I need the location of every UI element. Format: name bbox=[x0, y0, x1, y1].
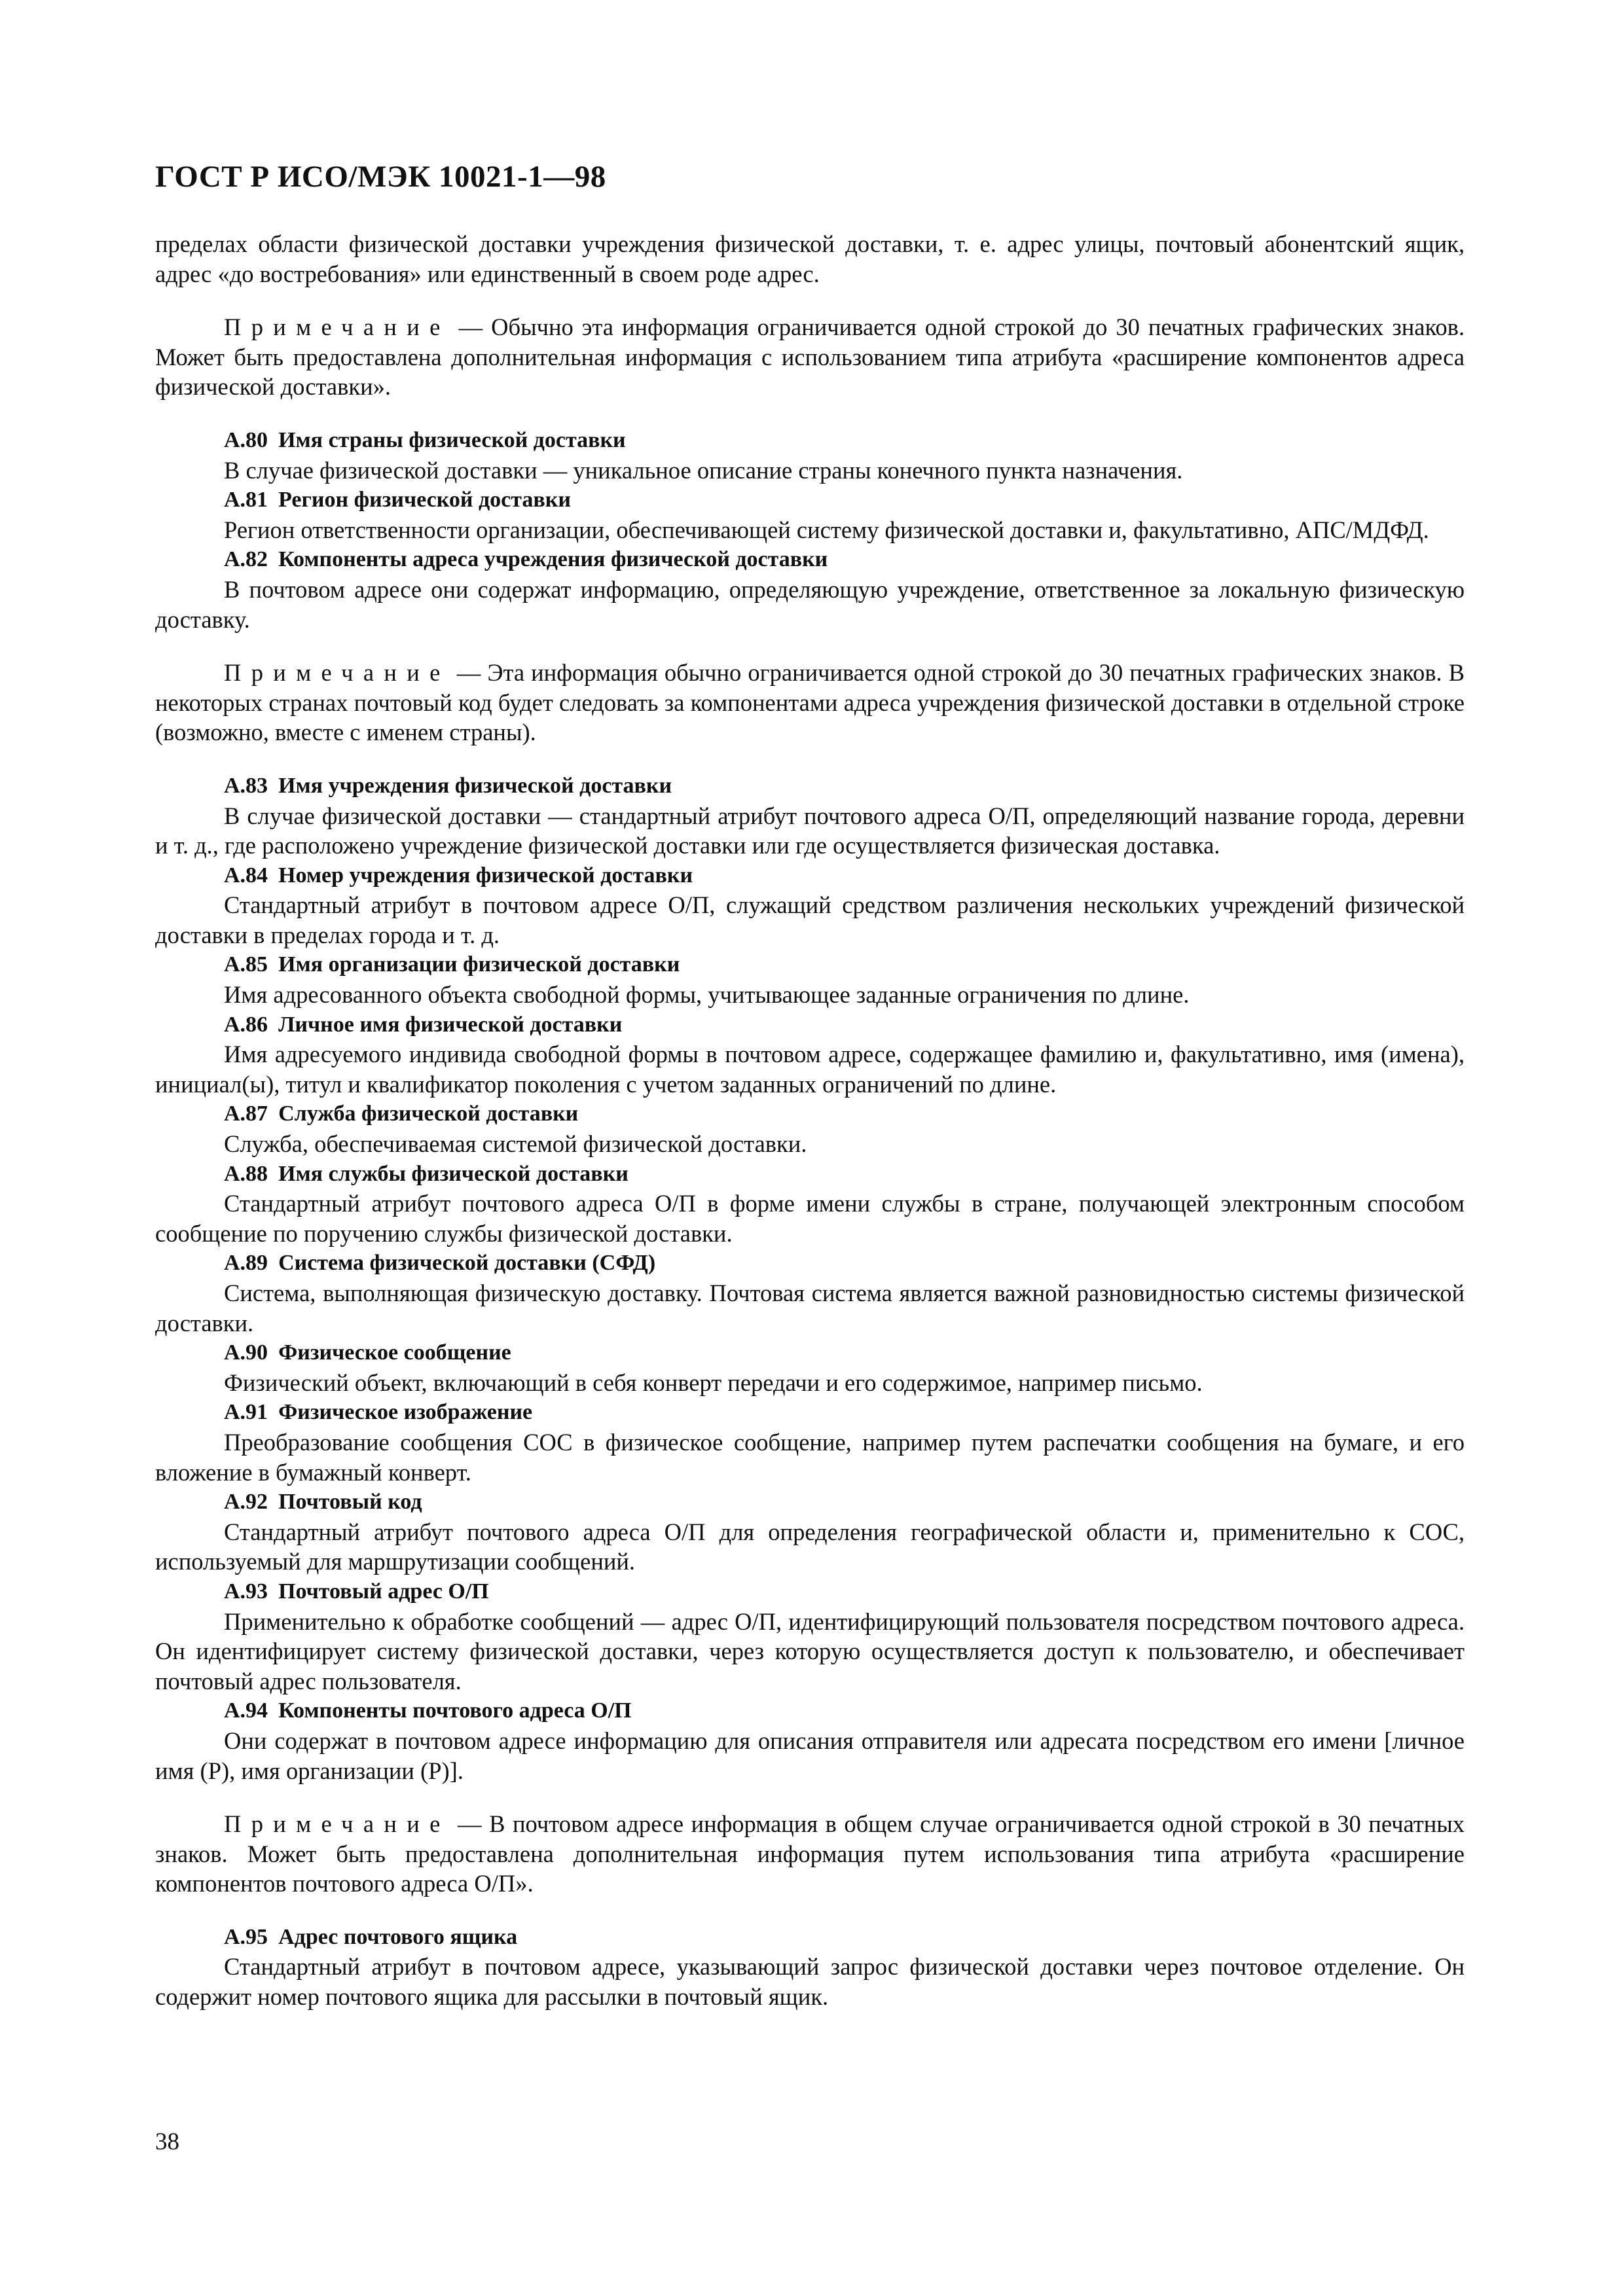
term-number: А.85 bbox=[224, 952, 268, 977]
note-3 bbox=[155, 1809, 1465, 1899]
term-definition-a81: Регион ответственности организации, обеспечивающей систему физической доставки и, факультативно, АПС/МДФД. bbox=[224, 516, 1429, 543]
term-heading-a92 bbox=[155, 1487, 1465, 1517]
term-title: Физическое изображение bbox=[278, 1400, 533, 1425]
term-definition-a92: Стандартный атрибут почтового адреса О/П для определения географической области и, применительно к СОС, используемый для маршрутизации сообщений. bbox=[155, 1518, 1465, 1575]
term-number: А.94 bbox=[224, 1698, 268, 1723]
term-title: Физическое сообщение bbox=[278, 1340, 511, 1365]
term-title: Компоненты адреса учреждения физической доставки bbox=[278, 547, 828, 572]
term-title: Адрес почтового ящика bbox=[278, 1924, 518, 1949]
term-title: Имя службы физической доставки bbox=[278, 1161, 629, 1186]
note-label: Примечание bbox=[224, 1810, 450, 1838]
term-definition-a90: Физический объект, включающий в себя конверт передачи и его содержимое, например письмо. bbox=[224, 1369, 1203, 1396]
term-title: Номер учреждения физической доставки bbox=[278, 863, 693, 888]
term-number: А.93 bbox=[224, 1579, 268, 1604]
term-heading-a94 bbox=[155, 1696, 1465, 1726]
term-heading-a87 bbox=[155, 1099, 1465, 1129]
term-heading-a86 bbox=[155, 1010, 1465, 1040]
note-dash: — bbox=[450, 314, 492, 341]
term-definition-a82: В почтовом адресе они содержат информацию, определяющую учреждение, ответственное за локальную физическую доставку. bbox=[155, 575, 1465, 633]
term-definition-a83: В случае физической доставки — стандартный атрибут почтового адреса О/П, определяющий название города, деревни и т. д., где расположено учреждение физической доставки или где осуществляется физическая доставка. bbox=[155, 802, 1465, 859]
term-definition-a87: Служба, обеспечиваемая системой физической доставки. bbox=[224, 1130, 807, 1158]
term-heading-a89 bbox=[155, 1248, 1465, 1278]
term-definition-a86: Имя адресуемого индивида свободной формы в почтовом адресе, содержащее фамилию и, факультативно, имя (имена), инициал(ы), титул и квалификатор поколения с учетом заданных ограничений по длине. bbox=[155, 1041, 1465, 1098]
term-title: Регион физической доставки bbox=[278, 488, 571, 512]
term-heading-a95 bbox=[155, 1922, 1465, 1952]
term-heading-a81 bbox=[155, 485, 1465, 515]
note-2-text: Эта информация обычно ограничивается одной строкой до 30 печатных графических знаков. В некоторых странах почтовый код будет следовать за компонентами адреса учреждения физической доставки в отдельной строке (возможно, вместе с именем страны). bbox=[155, 659, 1465, 746]
page-number: 38 bbox=[155, 2128, 179, 2155]
document-header: ГОСТ Р ИСО/МЭК 10021-1—98 bbox=[155, 160, 606, 194]
term-number: А.84 bbox=[224, 863, 268, 888]
note-3-text: В почтовом адресе информация в общем случае ограничивается одной строкой в 30 печатных знаков. Может быть предоставлена дополнительная информация путем использования типа атрибута «расширение компонентов почтового адреса О/П». bbox=[155, 1810, 1465, 1897]
term-number: А.81 bbox=[224, 488, 268, 512]
intro-paragraph: пределах области физической доставки учреждения физической доставки, т. е. адрес улицы, почтовый абонентский ящик, адрес «до востребования» или единственный в своем роде адрес. bbox=[155, 230, 1465, 287]
term-number: А.86 bbox=[224, 1012, 268, 1037]
term-definition-a85: Имя адресованного объекта свободной формы, учитывающее заданные ограничения по длине. bbox=[224, 981, 1190, 1009]
term-title: Компоненты почтового адреса О/П bbox=[278, 1698, 632, 1723]
document-page bbox=[155, 157, 1465, 2012]
term-definition-a89: Система, выполняющая физическую доставку. Почтовая система является важной разновидностью системы физической доставки. bbox=[155, 1280, 1465, 1336]
term-heading-a82 bbox=[155, 545, 1465, 575]
term-number: А.88 bbox=[224, 1161, 268, 1186]
term-title: Личное имя физической доставки bbox=[278, 1012, 623, 1037]
term-heading-a90 bbox=[155, 1338, 1465, 1368]
term-number: А.91 bbox=[224, 1400, 268, 1425]
term-heading-a93 bbox=[155, 1577, 1465, 1607]
term-title: Имя организации физической доставки bbox=[278, 952, 680, 977]
term-heading-a80 bbox=[155, 425, 1465, 456]
term-number: А.80 bbox=[224, 427, 268, 452]
term-title: Служба физической доставки bbox=[278, 1102, 579, 1126]
term-definition-a80: В случае физической доставки — уникальное описание страны конечного пункта назначения. bbox=[224, 456, 1183, 484]
note-label: Примечание bbox=[224, 659, 450, 687]
term-definition-a93: Применительно к обработке сообщений — адрес О/П, идентифицирующий пользователя посредством почтового адреса. Он идентифицирует систему физической доставки, через которую осуществляется доступ к пользователю, и обеспечивает почтовый адрес пользователя. bbox=[155, 1607, 1465, 1695]
term-definition-a88: Стандартный атрибут почтового адреса О/П в форме имени службы в стране, получающей электронным способом сообщение по поручению службы физической доставки. bbox=[155, 1190, 1465, 1247]
note-dash: — bbox=[450, 1810, 490, 1838]
term-number: А.95 bbox=[224, 1924, 268, 1949]
term-heading-a85 bbox=[155, 950, 1465, 980]
term-number: А.90 bbox=[224, 1340, 268, 1365]
term-number: А.87 bbox=[224, 1102, 268, 1126]
term-number: А.92 bbox=[224, 1490, 268, 1515]
term-definition-a95: Стандартный атрибут в почтовом адресе, указывающий запрос физической доставки через почтовое отделение. Он содержит номер почтового ящика для рассылки в почтовый ящик. bbox=[155, 1953, 1465, 2011]
term-heading-a83 bbox=[155, 771, 1465, 801]
term-title: Имя страны физической доставки bbox=[278, 427, 626, 452]
note-dash: — bbox=[450, 659, 488, 687]
note-1 bbox=[155, 312, 1465, 402]
term-title: Почтовый адрес О/П bbox=[278, 1579, 489, 1604]
term-title: Система физической доставки (СФД) bbox=[278, 1251, 656, 1276]
note-2 bbox=[155, 658, 1465, 747]
term-number: А.82 bbox=[224, 547, 268, 572]
term-definition-a94: Они содержат в почтовом адресе информацию для описания отправителя или адресата посредством его имени [личное имя (Р), имя организации (Р)]. bbox=[155, 1727, 1465, 1784]
term-heading-a84 bbox=[155, 861, 1465, 891]
term-number: А.89 bbox=[224, 1251, 268, 1276]
note-label: Примечание bbox=[224, 314, 450, 341]
term-definition-a84: Стандартный атрибут в почтовом адресе О/П, служащий средством различения нескольких учреждений физической доставки в пределах города и т. д. bbox=[155, 891, 1465, 948]
term-definition-a91: Преобразование сообщения СОС в физическое сообщение, например путем распечатки сообщения на бумаге, и его вложение в бумажный конверт. bbox=[155, 1428, 1465, 1486]
term-title: Имя учреждения физической доставки bbox=[278, 773, 672, 798]
term-number: А.83 bbox=[224, 773, 268, 798]
term-title: Почтовый код bbox=[278, 1490, 422, 1515]
note-1-text: Обычно эта информация ограничивается одной строкой до 30 печатных графических знаков. Может быть предоставлена дополнительная информация с использованием типа атрибута «расширение компонентов адреса физической доставки». bbox=[155, 314, 1465, 401]
term-heading-a88 bbox=[155, 1159, 1465, 1189]
term-heading-a91 bbox=[155, 1397, 1465, 1427]
